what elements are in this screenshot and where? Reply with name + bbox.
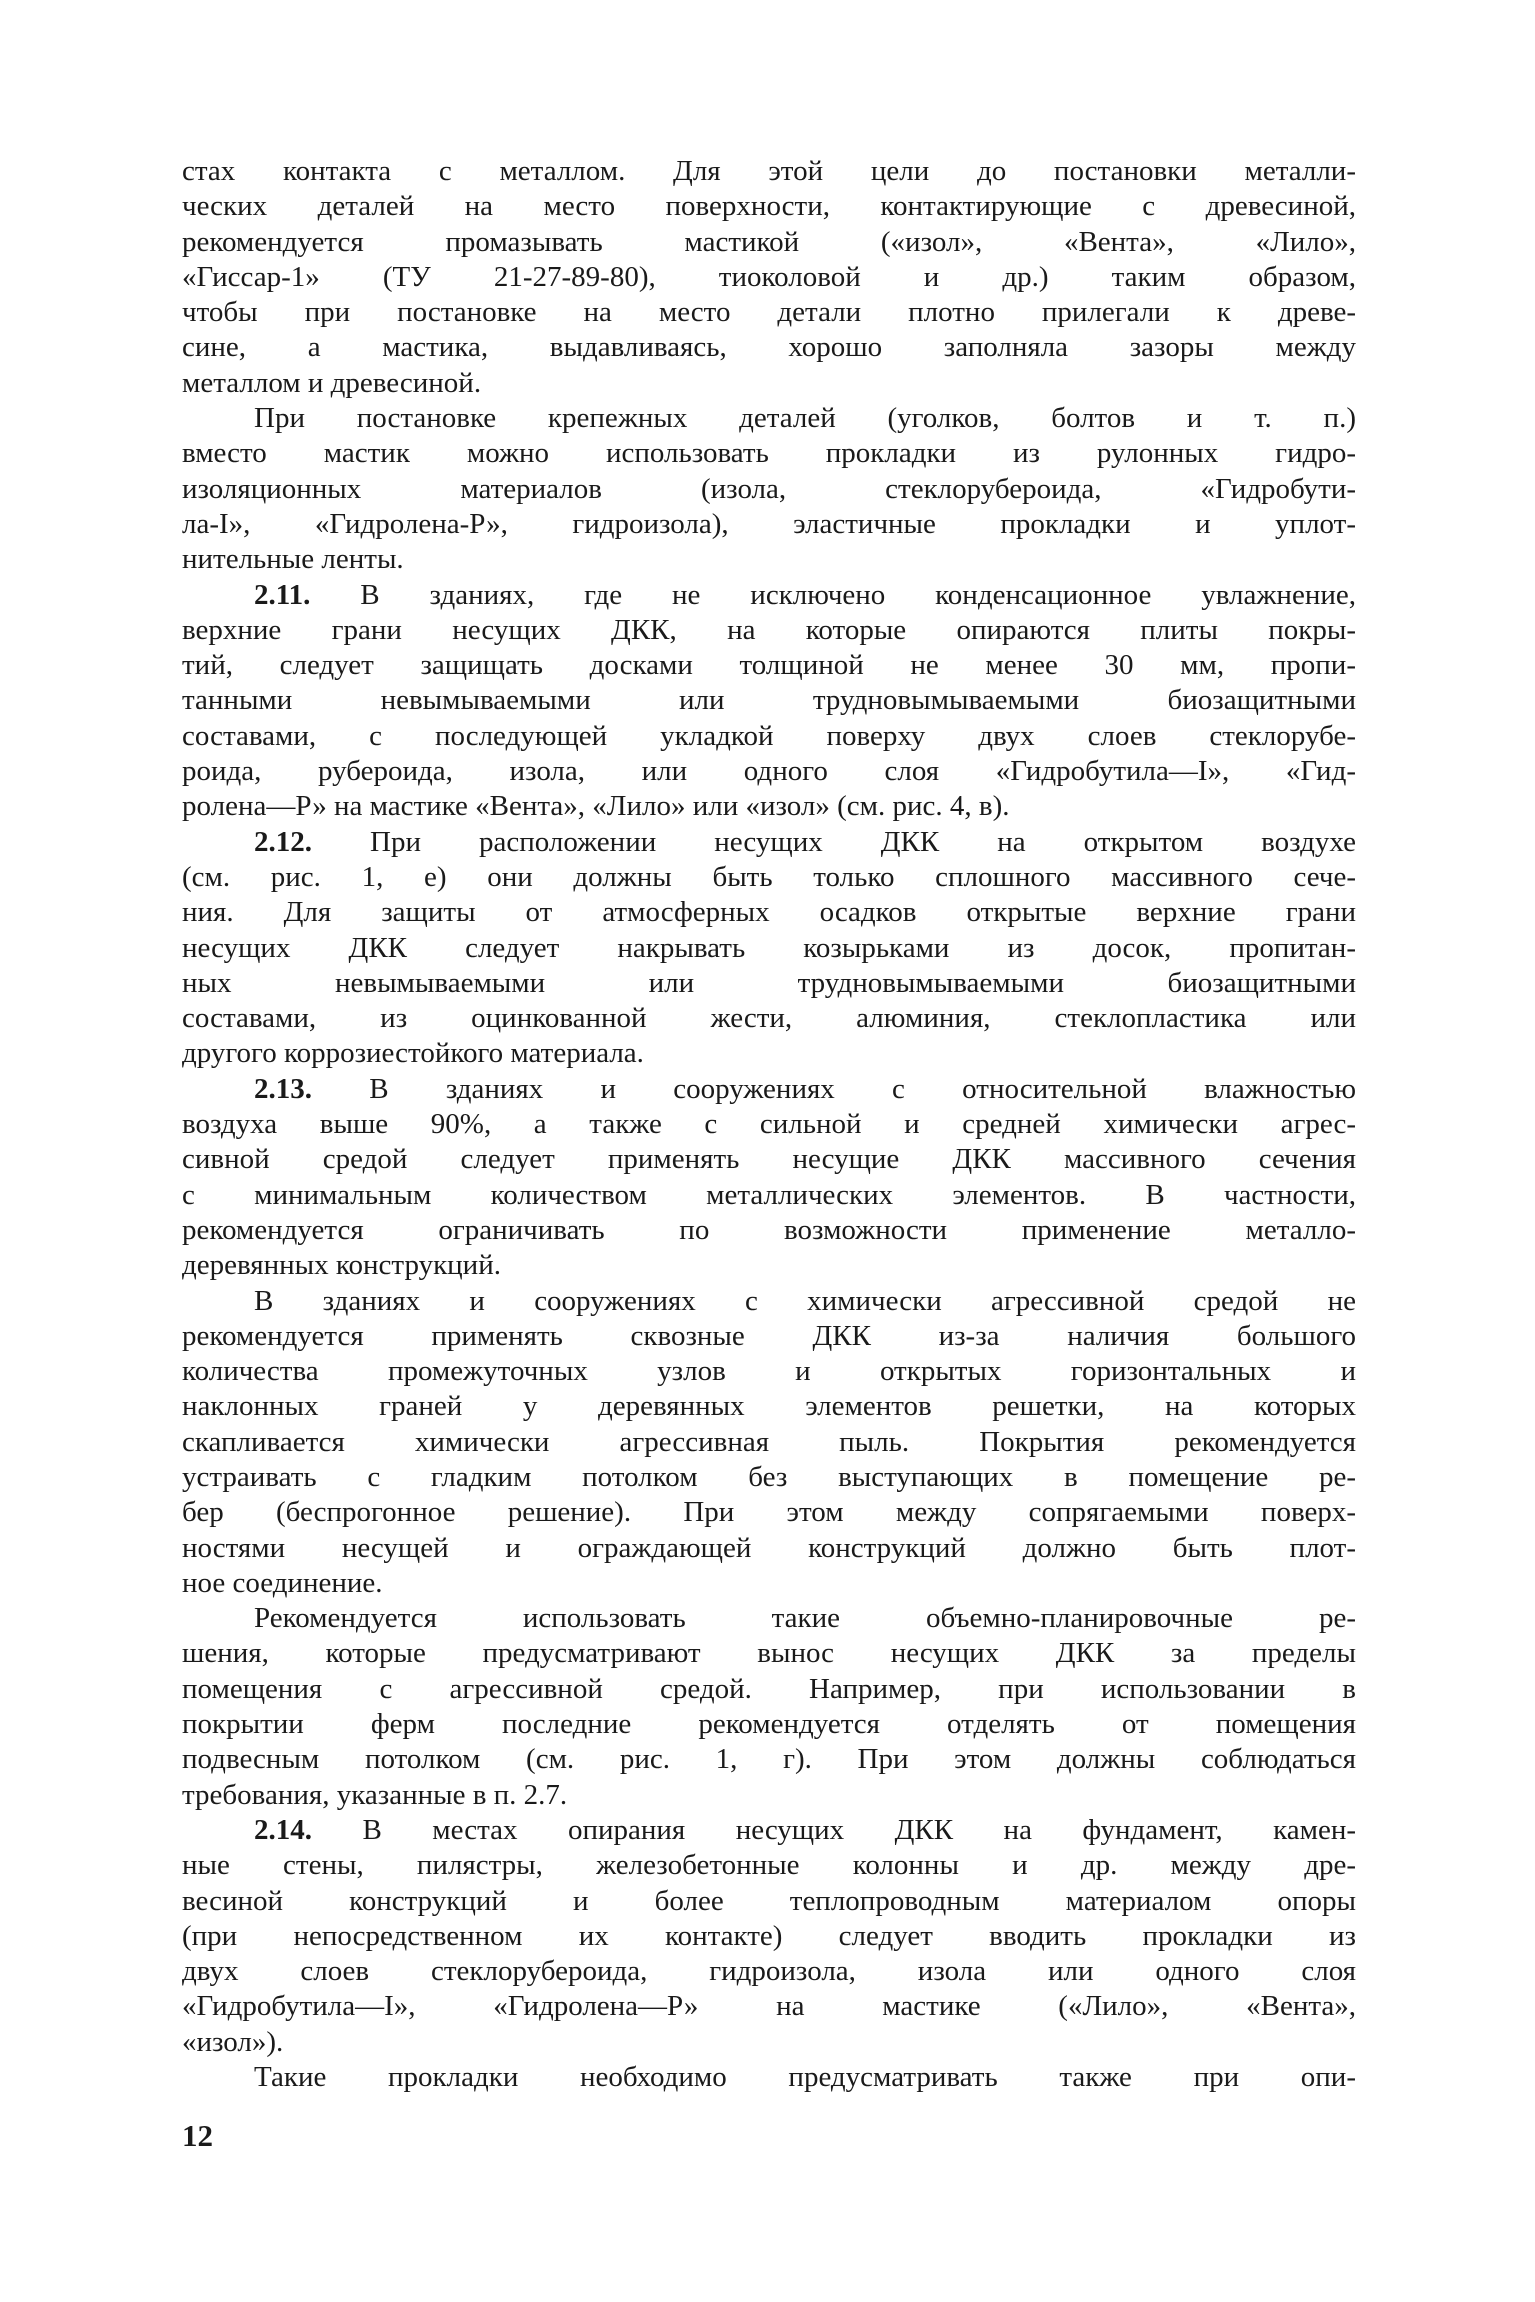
text-line: рекомендуется ограничивать по возможности применение металло- <box>182 1213 1356 1246</box>
text-line: несущих ДКК следует накрывать козырьками из досок, пропитан- <box>182 931 1356 964</box>
text-line: воздуха выше 90%, а также с сильной и средней химически агрес- <box>182 1108 1356 1141</box>
paragraph <box>182 1601 1356 1813</box>
section-number: 2.14. <box>254 1813 312 1846</box>
section-paragraph <box>182 578 1356 825</box>
text-line: наклонных граней у деревянных элементов решетки, на которых <box>182 1390 1356 1423</box>
text-line: составами, с последующей укладкой поверху двух слоев стеклорубе- <box>182 719 1356 752</box>
text-line: ностями несущей и ограждающей конструкций должно быть плот- <box>182 1531 1356 1564</box>
text-line: сине, а мастика, выдавливаясь, хорошо заполняла зазоры между <box>182 331 1356 364</box>
page-number: 12 <box>182 2118 213 2153</box>
text-line: ческих деталей на место поверхности, контактирующие с древесиной, <box>182 190 1356 223</box>
text-line: чтобы при постановке на место детали плотно прилегали к древе- <box>182 296 1356 329</box>
text-line: изоляционных материалов (изола, стеклорубероида, «Гидробути- <box>182 472 1356 505</box>
text-line: стах контакта с металлом. Для этой цели до постановки металли- <box>182 155 1356 187</box>
line-text: При расположении несущих ДКК на открытом воздухе <box>312 825 1356 858</box>
line-text: В зданиях, где не исключено конденсационное увлажнение, <box>310 578 1356 611</box>
text-line: «Гидробутила—I», «Гидролена—Р» на мастике («Лило», «Вента», <box>182 1990 1356 2023</box>
paragraph <box>182 401 1356 577</box>
text-line: В зданиях и сооружениях с химически агрессивной средой не <box>254 1284 1356 1317</box>
text-line: ных невымываемыми или трудновымываемыми биозащитными <box>182 966 1356 999</box>
text-line: требования, указанные в п. 2.7. <box>182 1778 568 1811</box>
text-line: деревянных конструкций. <box>182 1249 501 1282</box>
section-number: 2.13. <box>254 1072 312 1105</box>
text-line: (см. рис. 1, е) они должны быть только сплошного массивного сече- <box>182 860 1356 893</box>
section-number: 2.11. <box>254 578 311 611</box>
text-line: помещения с агрессивной средой. Например, при использовании в <box>182 1672 1356 1705</box>
text-line: рекомендуется промазывать мастикой («изол», «Вента», «Лило», <box>182 225 1356 258</box>
text-line: количества промежуточных узлов и открытых горизонтальных и <box>182 1355 1356 1388</box>
text-line: «Гиссар-1» (ТУ 21-27-89-80), тиоколовой и др.) таким образом, <box>182 260 1356 293</box>
text-line: ролена—Р» на мастике «Вента», «Лило» или «изол» (см. рис. 4, в). <box>182 790 1010 823</box>
text-line: нительные ленты. <box>182 543 404 576</box>
section-paragraph <box>182 825 1356 1072</box>
text-line: металлом и древесиной. <box>182 366 482 399</box>
text-line: бер (беспрогонное решение). При этом между сопрягаемыми поверх- <box>182 1496 1356 1529</box>
text-line: верхние грани несущих ДКК, на которые опираются плиты покры- <box>182 613 1356 646</box>
text-line: сивной средой следует применять несущие ДКК массивного сечения <box>182 1143 1356 1176</box>
text-line <box>182 825 1356 860</box>
text-line <box>182 578 1356 613</box>
text-line: «изол»). <box>182 2025 284 2058</box>
text-line: Рекомендуется использовать такие объемно-планировочные ре- <box>254 1602 1356 1635</box>
section-paragraph <box>182 1813 1356 2060</box>
text-line: (при непосредственном их контакте) следует вводить прокладки из <box>182 1919 1356 1952</box>
line-text: В зданиях и сооружениях с относительной влажностью <box>312 1072 1356 1105</box>
section-paragraph <box>182 1072 1356 1284</box>
text-line: ния. Для защиты от атмосферных осадков открытые верхние грани <box>182 896 1356 929</box>
text-line: роида, рубероида, изола, или одного слоя «Гидробутила—I», «Гид- <box>182 755 1356 788</box>
text-line: с минимальным количеством металлических элементов. В частности, <box>182 1178 1356 1211</box>
text-line: составами, из оцинкованной жести, алюминия, стеклопластика или <box>182 1002 1356 1035</box>
line-text: В местах опирания несущих ДКК на фундамент, камен- <box>312 1813 1356 1846</box>
paragraph <box>182 154 1356 401</box>
body-text <box>182 154 1356 2095</box>
paragraph <box>182 1284 1356 1602</box>
text-line: покрытии ферм последние рекомендуется отделять от помещения <box>182 1708 1356 1741</box>
text-line <box>182 1813 1356 1848</box>
text-line: подвесным потолком (см. рис. 1, г). При этом должны соблюдаться <box>182 1743 1356 1776</box>
text-line: другого коррозиестойкого материала. <box>182 1037 644 1070</box>
text-line: При постановке крепежных деталей (уголков, болтов и т. п.) <box>254 402 1356 435</box>
section-number: 2.12. <box>254 825 312 858</box>
text-line: устраивать с гладким потолком без выступающих в помещение ре- <box>182 1460 1356 1493</box>
text-line <box>182 1072 1356 1107</box>
text-line: ла-I», «Гидролена-Р», гидроизола), эластичные прокладки и уплот- <box>182 507 1356 540</box>
text-line: весиной конструкций и более теплопроводным материалом опоры <box>182 1884 1356 1917</box>
paragraph <box>182 2060 1356 2095</box>
text-line: двух слоев стеклорубероида, гидроизола, изола или одного слоя <box>182 1955 1356 1988</box>
text-line: ное соединение. <box>182 1566 383 1599</box>
text-line: танными невымываемыми или трудновымываемыми биозащитными <box>182 684 1356 717</box>
text-line: тий, следует защищать досками толщиной не менее 30 мм, пропи- <box>182 649 1356 682</box>
text-line: рекомендуется применять сквозные ДКК из-за наличия большого <box>182 1319 1356 1352</box>
text-line: шения, которые предусматривают вынос несущих ДКК за пределы <box>182 1637 1356 1670</box>
text-line: Такие прокладки необходимо предусматривать также при опи- <box>254 2061 1356 2094</box>
text-line: вместо мастик можно использовать прокладки из рулонных гидро- <box>182 437 1356 470</box>
text-line: ные стены, пилястры, железобетонные колонны и др. между дре- <box>182 1849 1356 1882</box>
text-line: скапливается химически агрессивная пыль. Покрытия рекомендуется <box>182 1425 1356 1458</box>
